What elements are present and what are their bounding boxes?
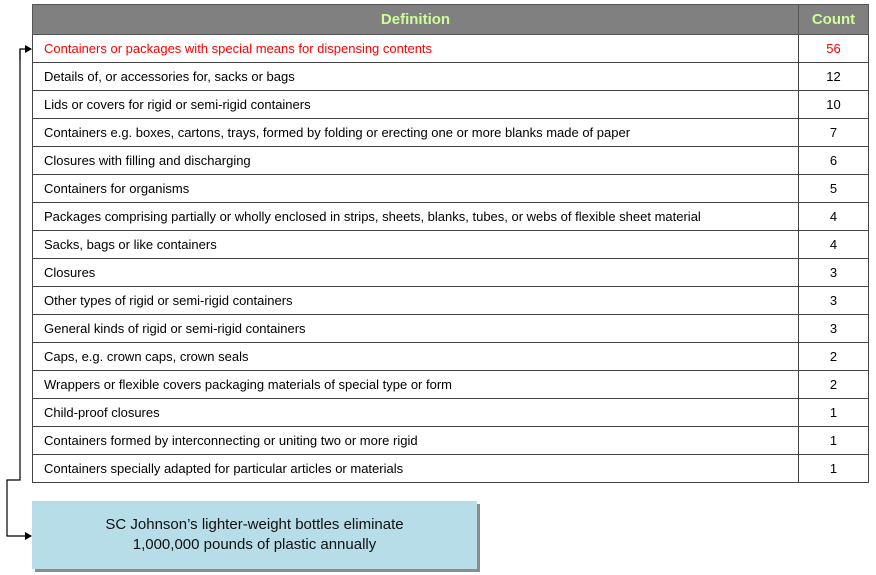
definition-cell: Other types of rigid or semi-rigid containers	[33, 287, 799, 315]
definition-cell: Containers or packages with special means for dispensing contents	[33, 35, 799, 63]
definition-cell: Sacks, bags or like containers	[33, 231, 799, 259]
count-cell: 3	[799, 287, 869, 315]
callout-line-2: 1,000,000 pounds of plastic annually	[132, 536, 377, 553]
count-cell: 1	[799, 399, 869, 427]
count-cell: 10	[799, 91, 869, 119]
count-cell: 3	[799, 315, 869, 343]
count-cell: 5	[799, 175, 869, 203]
definition-cell: Caps, e.g. crown caps, crown seals	[33, 343, 799, 371]
definition-cell: Lids or covers for rigid or semi-rigid containers	[33, 91, 799, 119]
definition-cell: Child-proof closures	[33, 399, 799, 427]
count-cell: 1	[799, 455, 869, 483]
definition-column-header: Definition	[33, 5, 799, 35]
count-cell: 4	[799, 231, 869, 259]
definition-cell: Packages comprising partially or wholly enclosed in strips, sheets, blanks, tubes, or webs of flexible sheet material	[33, 203, 799, 231]
arrow-to-highlighted-row	[20, 49, 31, 60]
count-cell: 3	[799, 259, 869, 287]
definition-cell: Containers e.g. boxes, cartons, trays, formed by folding or erecting one or more blanks made of paper	[33, 119, 799, 147]
callout-box	[32, 501, 477, 569]
count-column-header: Count	[799, 5, 869, 35]
arrow-to-callout	[7, 49, 31, 536]
count-cell: 2	[799, 371, 869, 399]
definition-cell: General kinds of rigid or semi-rigid containers	[33, 315, 799, 343]
definition-cell: Wrappers or flexible covers packaging materials of special type or form	[33, 371, 799, 399]
count-cell: 4	[799, 203, 869, 231]
count-cell: 7	[799, 119, 869, 147]
count-cell: 1	[799, 427, 869, 455]
definition-cell: Containers specially adapted for particular articles or materials	[33, 455, 799, 483]
definition-cell: Closures with filling and discharging	[33, 147, 799, 175]
count-cell: 12	[799, 63, 869, 91]
definition-cell: Closures	[33, 259, 799, 287]
count-cell: 6	[799, 147, 869, 175]
definition-cell: Containers for organisms	[33, 175, 799, 203]
callout-line-1: SC Johnson’s lighter-weight bottles eliminate	[105, 516, 404, 533]
definition-cell: Details of, or accessories for, sacks or bags	[33, 63, 799, 91]
count-cell: 2	[799, 343, 869, 371]
definition-cell: Containers formed by interconnecting or uniting two or more rigid	[33, 427, 799, 455]
count-cell: 56	[799, 35, 869, 63]
